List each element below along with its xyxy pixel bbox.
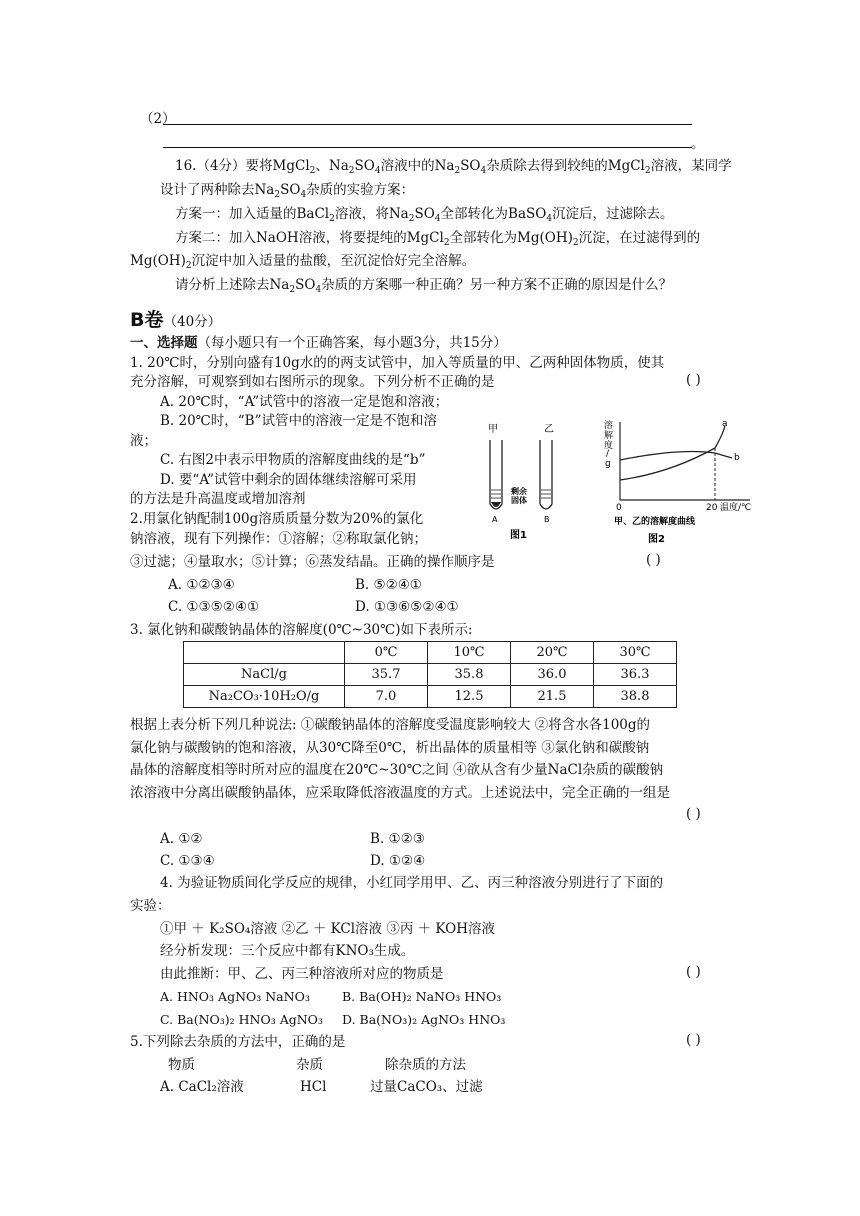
q16-plan2-cont: $Mg(OH)_2$沉淀中加入适量的盐酸，至沉淀恰好完全溶解。 xyxy=(130,253,476,271)
q4-line1: 4. 为验证物质间化学反应的规律，小红同学用甲、乙、丙三种溶液分别进行了下面的 xyxy=(160,875,664,891)
remaining-solid xyxy=(491,502,501,507)
fig1-tube-a-label: A xyxy=(492,515,498,524)
q2-option-b: B. ⑤②④① xyxy=(355,577,422,593)
q3-option-d: D. ①②④ xyxy=(370,853,426,869)
answer-label-2: （2） xyxy=(140,111,176,127)
q4-line4: 经分析发现：三个反应中都有KNO₃生成。 xyxy=(160,943,415,959)
table-cell: 35.7 xyxy=(345,664,428,686)
q1-option-a: A. 20℃时，“A”试管中的溶液一定是饱和溶液； xyxy=(160,394,449,410)
q4-answer-paren[interactable]: ( ) xyxy=(686,964,701,980)
fig2-ylabel-4: / xyxy=(606,449,610,459)
q4-option-d: D. Ba(NO₃)₂ AgNO₃ HNO₃ xyxy=(342,1012,506,1027)
q2-line2: 钠溶液，现有下列操作：①溶解；②称取氯化钠； xyxy=(130,531,427,547)
fig1-remain: 剩余 xyxy=(511,487,527,496)
solubility-table xyxy=(183,641,677,708)
fig2-ylabel-3: 度 xyxy=(604,441,614,451)
q3-para-2: 氯化钠与碳酸钠的饱和溶液，从30℃降至0℃，析出晶体的质量相等 ③氯化钠和碳酸钠 xyxy=(130,740,650,756)
q1-option-b: B. 20℃时，“B”试管中的溶液一定是不饱和溶 xyxy=(160,413,438,429)
tube-a xyxy=(490,440,502,509)
answer-line-2[interactable] xyxy=(163,147,692,148)
q3-option-b: B. ①②③ xyxy=(370,831,425,847)
q3-option-a: A. ①② xyxy=(160,831,203,847)
table-cell: 35.8 xyxy=(428,664,511,686)
q1-option-c: C. 右图2中表示甲物质的溶解度曲线的是“b” xyxy=(160,452,426,468)
q3-para-4: 浓溶液中分离出碳酸钠晶体，应采取降低溶液温度的方式。上述说法中，完全正确的一组是 xyxy=(130,785,670,801)
q5-option-a-impurity: HCl xyxy=(300,1079,327,1095)
q2-line3: ③过滤；④量取水；⑤计算；⑥蒸发结晶。正确的操作顺序是 xyxy=(130,554,495,570)
q1-line2: 充分溶解，可观察到如右图所示的现象。下列分析不正确的是 xyxy=(130,374,495,390)
q5-header-method: 除杂质的方法 xyxy=(385,1057,466,1073)
fig2-title: 甲、乙的溶解度曲线 xyxy=(614,517,696,527)
q16-plan1: 方案一：加入适量的BaCl$_2$溶液，将$Na_2SO_4$全部转化为BaSO$_4$沉淀后，过滤除去。 xyxy=(175,206,674,224)
table-cell: 38.8 xyxy=(594,686,677,708)
fig1-caption: 图1 xyxy=(510,530,527,541)
fig2-origin: 0 xyxy=(616,503,622,513)
q4-line3: ①甲 ＋ K₂SO₄溶液 ②乙 ＋ KCl溶液 ③丙 ＋ KOH溶液 xyxy=(160,921,495,937)
q2-line1: 2.用氯化钠配制100g溶质质量分数为20%的氯化 xyxy=(130,511,424,527)
fig1-label-jia: 甲 xyxy=(488,424,498,435)
q1-option-b-cont: 液； xyxy=(130,433,157,449)
table-cell: 12.5 xyxy=(428,686,511,708)
tube-b xyxy=(540,440,552,509)
table-cell: Na₂CO₃·10H₂O/g xyxy=(184,686,345,708)
section-b-title: B卷（40分） xyxy=(130,309,222,331)
q3-para-1: 根据上表分析下列几种说法: ①碳酸钠晶体的溶解度受温度影响较大 ②将含水各100g的 xyxy=(130,717,651,733)
fig2-label-a: a xyxy=(722,419,728,429)
fig1-label-yi: 乙 xyxy=(544,424,554,435)
q4-line5: 由此推断：甲、乙、丙三种溶液所对应的物质是 xyxy=(160,966,444,982)
table-cell: 30℃ xyxy=(594,642,677,664)
table-cell: 10℃ xyxy=(428,642,511,664)
fig1-tube-b-label: B xyxy=(544,515,550,524)
q5-option-a-method: 过量CaCO₃、过滤 xyxy=(370,1079,483,1095)
table-row xyxy=(184,664,677,686)
q16-line1: 16.（4分）要将MgCl$_2$、$Na_2SO_4$溶液中的$Na_2SO_4$杂质除去得到较纯的MgCl$_2$溶液，某同学 xyxy=(175,158,732,176)
table-cell: 0℃ xyxy=(345,642,428,664)
fig2-x20: 20 xyxy=(706,503,718,513)
q1-option-d: D. 要“A”试管中剩余的固体继续溶解可采用 xyxy=(160,472,417,488)
q5-header-substance: 物质 xyxy=(168,1057,195,1073)
q3-para-3: 晶体的溶解度相等时所对应的温度在20℃~30℃之间 ④欲从含有少量NaCl杂质的碳酸钠 xyxy=(130,762,664,778)
part1-header: 一、选择题（每小题只有一个正确答案，每小题3分，共15分） xyxy=(130,335,507,351)
fig2-label-b: b xyxy=(734,453,740,463)
q5-line1: 5.下列除去杂质的方法中，正确的是 xyxy=(130,1034,346,1050)
q4-option-b: B. Ba(OH)₂ NaNO₃ HNO₃ xyxy=(342,989,502,1004)
q5-answer-paren[interactable]: ( ) xyxy=(686,1032,701,1048)
q2-option-c: C. ①③⑤②④① xyxy=(168,599,260,615)
fig1-solid: 固体 xyxy=(511,496,527,505)
table-cell: 21.5 xyxy=(511,686,594,708)
fig2-ylabel-5: g xyxy=(605,459,611,469)
figure-2-solubility-curves xyxy=(600,418,775,546)
table-cell xyxy=(184,642,345,664)
table-cell: 36.0 xyxy=(511,664,594,686)
q2-option-d: D. ①③⑥⑤②④① xyxy=(355,599,459,615)
q2-answer-paren[interactable]: ( ) xyxy=(646,552,661,568)
q3-option-c: C. ①③④ xyxy=(160,853,215,869)
table-cell: 20℃ xyxy=(511,642,594,664)
q16-plan2: 方案二：加入NaOH溶液，将要提纯的MgCl$_2$全部转化为$Mg(OH)_2$沉淀，在过滤得到的 xyxy=(175,230,701,248)
table-cell: 7.0 xyxy=(345,686,428,708)
q4-line2: 实验： xyxy=(130,898,171,914)
q1-line1: 1. 20℃时，分别向盛有10g水的的两支试管中，加入等质量的甲、乙两种固体物质，使其 xyxy=(130,355,665,371)
q2-option-a: A. ①②③④ xyxy=(168,577,235,593)
q16-ask: 请分析上述除去$Na_2SO_4$杂质的方案哪一种正确？另一种方案不正确的原因是什么？ xyxy=(175,277,673,295)
table-cell: 36.3 xyxy=(594,664,677,686)
q5-header-impurity: 杂质 xyxy=(296,1057,323,1073)
answer-line-1[interactable] xyxy=(163,124,692,125)
fig2-xlabel: 温度/℃ xyxy=(720,503,752,513)
fig2-ylabel-1: 溶 xyxy=(604,421,614,431)
table-row xyxy=(184,686,677,708)
curve-a xyxy=(620,426,725,480)
q16-line2: 设计了两种除去$Na_2SO_4$杂质的实验方案： xyxy=(160,182,415,200)
table-header-row xyxy=(184,642,677,664)
fig2-caption: 图2 xyxy=(648,534,665,545)
q3-line1: 3. 氯化钠和碳酸钠晶体的溶解度(0℃~30℃)如下表所示: xyxy=(130,622,473,638)
table-cell: NaCl/g xyxy=(184,664,345,686)
q1-option-d-cont: 的方法是升高温度或增加溶剂 xyxy=(130,491,306,507)
q4-option-c: C. Ba(NO₃)₂ HNO₃ AgNO₃ xyxy=(160,1012,323,1027)
q5-option-a-substance: A. CaCl₂溶液 xyxy=(160,1079,244,1095)
fig2-ylabel-2: 解 xyxy=(604,431,614,441)
q3-answer-paren[interactable]: ( ) xyxy=(686,806,701,822)
q4-option-a: A. HNO₃ AgNO₃ NaNO₃ xyxy=(160,989,310,1004)
figure-1-test-tubes xyxy=(478,422,572,542)
end-mark: 。 xyxy=(691,136,705,152)
q1-answer-paren[interactable]: ( ) xyxy=(686,372,701,388)
